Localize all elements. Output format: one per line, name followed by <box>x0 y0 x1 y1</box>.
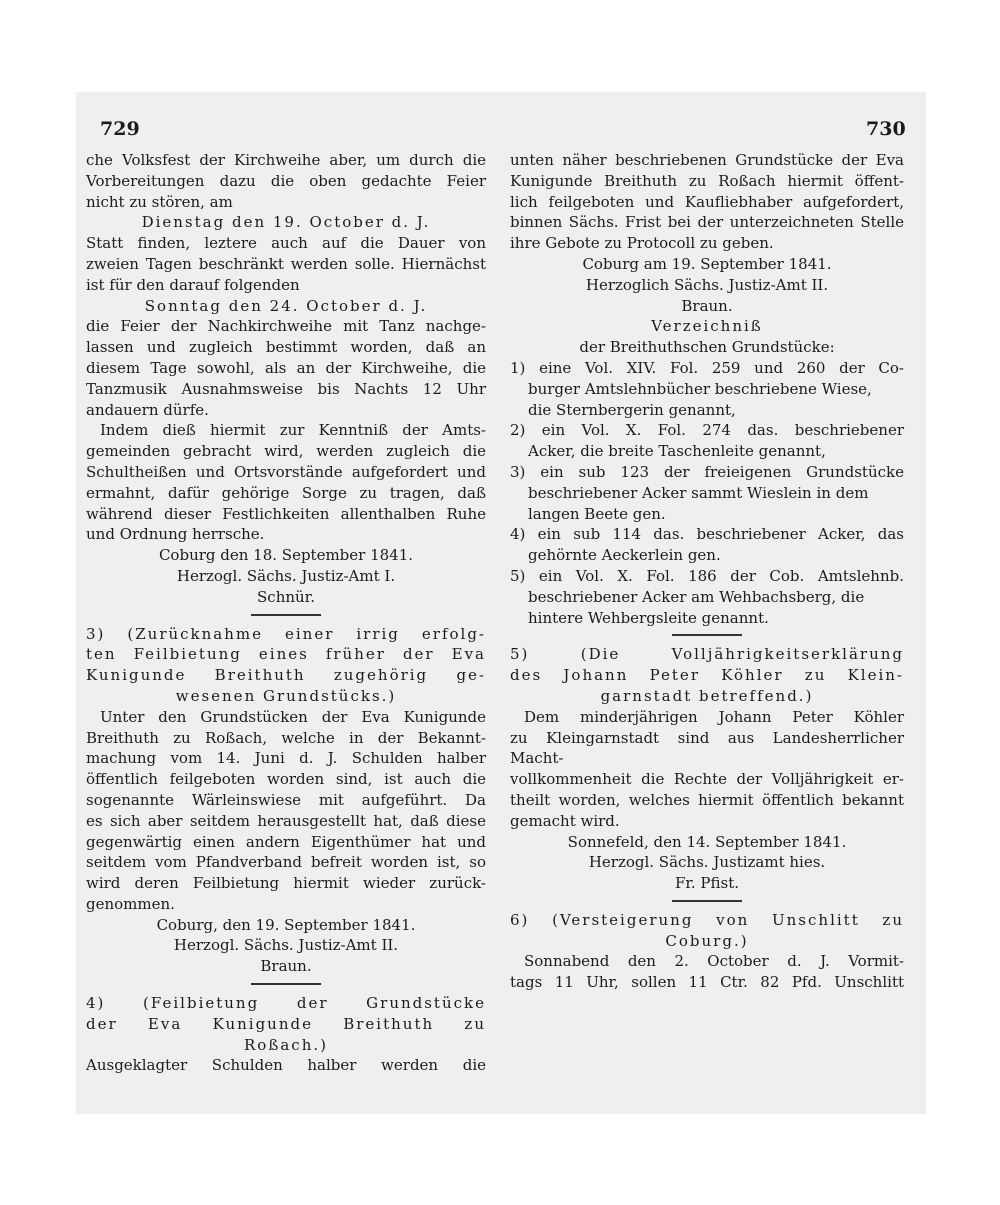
text-line: Sonntag den 24. October d. J. <box>144 296 428 315</box>
text-line: Verzeichniß <box>651 317 763 336</box>
text-line: 6) (Versteigerung von Unschlitt zu <box>510 910 904 929</box>
text-line: zu Kleingarnstadt sind aus Landesherrlicher Macht- <box>510 728 904 768</box>
text-line: vollkommenheit die Rechte der Volljährigkeit er- <box>510 770 904 789</box>
text-line: zweien Tagen beschränkt werden solle. Hiernächst <box>86 254 486 273</box>
text-line: Fr. Pfist. <box>674 874 740 893</box>
text-line: 4) (Feilbietung der Grundstücke <box>86 994 486 1013</box>
text-line: Sonnefeld, den 14. September 1841. <box>567 832 847 851</box>
text-line: unten näher beschriebenen Grundstücke der Eva <box>510 151 904 169</box>
text-line: Herzoglich Sächs. Justiz-Amt II. <box>585 275 829 294</box>
text-line: Coburg.) <box>665 931 749 950</box>
text-line: theilt worden, welches hiermit öffentlich bekannt <box>510 790 904 809</box>
text-line: 2) ein Vol. X. Fol. 274 das. beschriebener <box>510 421 904 440</box>
text-line: Roßach.) <box>244 1035 328 1054</box>
text-line: ihre Gebote zu Protocoll zu geben. <box>510 234 774 253</box>
text-line: Vorbereitungen dazu die oben gedachte Feier <box>86 171 486 190</box>
text-line: lich feilgeboten und Kauflieb​haber aufgefordert, <box>510 192 904 211</box>
text-line: und Ordnung herrsche. <box>86 525 265 544</box>
text-line: Herzogl. Sächs. Justizamt hies. <box>588 853 826 872</box>
text-line: Acker, die breite Taschenleite genannt, <box>528 442 826 461</box>
text-line: 5) (Die Volljährigkeitserklärung <box>510 645 904 664</box>
text-line: gegenwärtig einen andern Eigenthümer hat und <box>86 832 486 851</box>
text-line: nicht zu stören, am <box>86 192 233 211</box>
text-line: Sonnabend den 2. October d. J. Vormit- <box>524 952 904 971</box>
text-line: Coburg, den 19. September 1841. <box>156 915 416 934</box>
text-line: Herzogl. Sächs. Justiz-Amt I. <box>176 566 396 585</box>
text-line: Braun. <box>260 957 312 976</box>
section-divider <box>672 900 742 902</box>
text-line: Braun. <box>681 296 733 315</box>
text-line: Dem minderjährigen Johann Peter Köhler <box>524 707 904 726</box>
text-line: 3) ein sub 123 der freieigenen Grundstücke <box>510 462 904 481</box>
text-line: seitdem vom Pfandverband befreit worden ist, so <box>86 853 486 872</box>
text-line: während dieser Festlichkeiten allenthalben Ruhe <box>86 504 486 523</box>
text-line: der Eva Kunigunde Breithuth zu <box>86 1014 486 1033</box>
text-line: gemacht wird. <box>510 811 620 830</box>
text-line: langen Beete gen. <box>528 504 666 523</box>
text-line: 1) eine Vol. XIV. Fol. 259 und 260 der Co- <box>510 358 904 377</box>
text-line: beschriebener Acker sammt Wieslein in dem <box>528 483 869 502</box>
text-line: gemeinden gebracht wird, werden zugleich die <box>86 442 486 461</box>
text-line: 4) ein sub 114 das. beschriebener Acker, das <box>510 525 904 544</box>
page-number-left: 729 <box>100 118 140 140</box>
text-line: diesem Tage sowohl, als an der Kirchweihe, die <box>86 358 486 377</box>
text-line: Statt finden, leztere auch auf die Dauer von <box>86 234 486 253</box>
text-line: che Volksfest der Kirchweihe aber, um durch die <box>86 151 486 169</box>
section-divider <box>251 614 321 616</box>
text-line: binnen Sächs. Frist bei der unterzeichneten Stelle <box>510 213 904 232</box>
section-divider <box>672 634 742 636</box>
text-line: ermahnt, dafür gehörige Sorge zu tragen, daß <box>86 483 486 502</box>
text-line: ten Feilbietung eines früher der Eva <box>86 645 486 664</box>
text-line: burger Amtslehnbücher beschriebene Wiese, <box>528 379 872 398</box>
text-line: Unter den Grundstücken der Eva Kunigunde <box>100 707 486 726</box>
text-line: Kunigunde Breithuth zugehörig ge- <box>86 666 486 685</box>
page-number-right: 730 <box>866 118 906 140</box>
scanned-page-spread <box>76 92 926 1114</box>
text-line: sogenannte Wärleinswiese mit aufgeführt. Da <box>86 790 486 809</box>
text-line: Herzogl. Sächs. Justiz-Amt II. <box>173 936 399 955</box>
text-line: andauern dürfe. <box>86 400 209 419</box>
text-line: garnstadt betreffend.) <box>600 686 814 705</box>
text-line: Tanzmusik Ausnahmsweise bis Nachts 12 Uhr <box>86 379 486 398</box>
right-column <box>510 150 904 993</box>
text-line: lassen und zugleich bestimmt worden, daß an <box>86 338 486 357</box>
text-line: gehörnte Aeckerlein gen. <box>528 546 721 565</box>
text-line: Schultheißen und Ortsvorstände aufgefordert und <box>86 462 486 481</box>
text-line: machung vom 14. Juni d. J. Schulden halber <box>86 749 486 768</box>
left-column <box>86 150 486 1076</box>
text-line: wird deren Feilbietung hiermit wieder zurück- <box>86 874 486 893</box>
text-line: hintere Wehbergsleite genannt. <box>528 608 769 627</box>
text-line: wesenen Grundstücks.) <box>175 686 397 705</box>
text-line: ist für den darauf folgenden <box>86 275 300 294</box>
text-line: Indem dieß hiermit zur Kenntniß der Amts- <box>100 421 486 440</box>
text-line: 3) (Zurücknahme einer irrig erfolg- <box>86 624 486 643</box>
text-line: tags 11 Uhr, sollen 11 Ctr. 82 Pfd. Unschlitt <box>510 973 904 992</box>
text-line: die Sternbergerin genannt, <box>528 400 736 419</box>
text-line: Kunigunde Breithuth zu Roßach hiermit öffent- <box>510 171 904 190</box>
text-line: Coburg am 19. September 1841. <box>582 254 832 273</box>
text-line: beschriebener Acker am Wehbachsberg, die <box>528 587 865 606</box>
text-line: 5) ein Vol. X. Fol. 186 der Cob. Amtslehnb. <box>510 566 904 585</box>
text-line: die Feier der Nachkirchweihe mit Tanz nachge- <box>86 317 486 336</box>
text-line: öffentlich feilgeboten worden sind, ist auch die <box>86 770 486 789</box>
text-line: Coburg den 18. September 1841. <box>158 546 414 565</box>
text-line: Ausgeklagter Schulden halber werden die <box>86 1056 486 1075</box>
text-line: es sich aber seitdem herausgestellt hat, daß diese <box>86 811 486 830</box>
text-line: der Breithuthschen Grundstücke: <box>579 338 835 357</box>
text-line: Breithuth zu Roßach, welche in der Bekannt- <box>86 728 486 747</box>
text-line: genommen. <box>86 894 175 913</box>
section-divider <box>251 983 321 985</box>
text-line: des Johann Peter Köhler zu Klein- <box>510 666 904 685</box>
text-line: Dienstag den 19. October d. J. <box>141 213 431 232</box>
text-line: Schnür. <box>257 587 315 606</box>
